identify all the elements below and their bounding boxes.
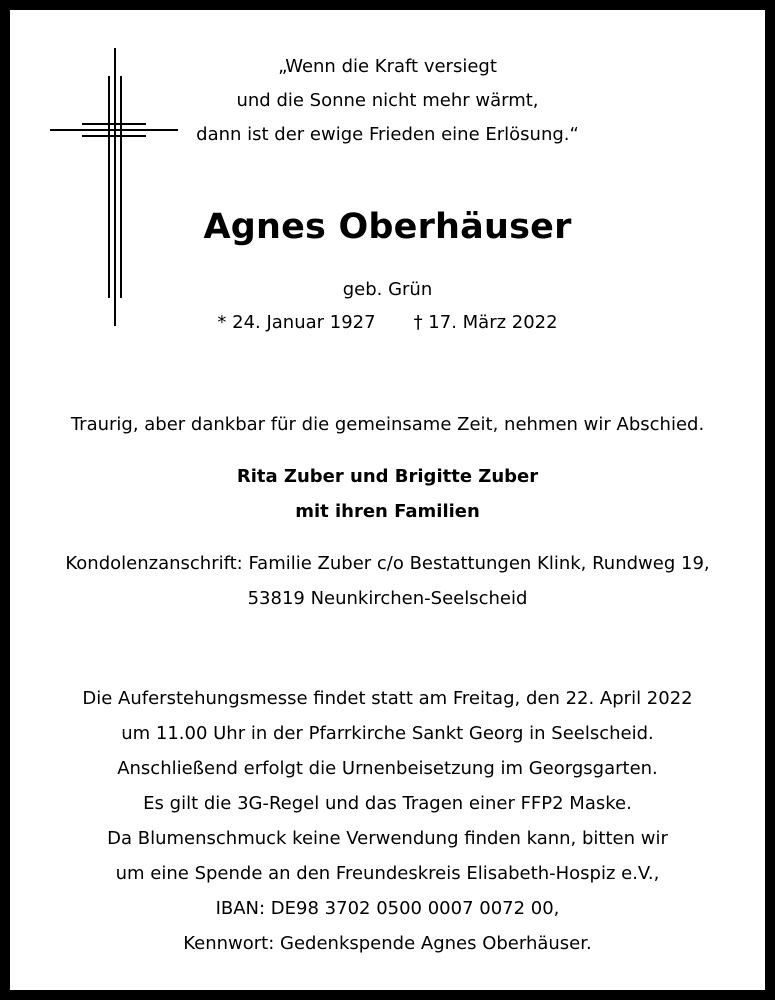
quote-line-3: dann ist der ewige Frieden eine Erlösung.“	[196, 124, 579, 145]
mourners-line-2: mit ihren Familien	[295, 501, 480, 522]
service-line-2: um 11.00 Uhr in der Pfarrkirche Sankt Georg in Seelscheid.	[121, 723, 654, 744]
service-line-1: Die Auferstehungsmesse findet statt am Freitag, den 22. April 2022	[82, 688, 693, 709]
farewell-text: Traurig, aber dankbar für die gemeinsame Zeit, nehmen wir Abschied.	[70, 414, 705, 435]
quote-line-1: „Wenn die Kraft versiegt	[278, 56, 497, 77]
maiden-name: geb. Grün	[342, 279, 433, 300]
birth-date: * 24. Januar 1927	[217, 312, 376, 333]
service-line-7: IBAN: DE98 3702 0500 0007 0072 00,	[215, 898, 560, 919]
quote-line-2: und die Sonne nicht mehr wärmt,	[236, 90, 539, 111]
service-line-5: Da Blumenschmuck keine Verwendung finden kann, bitten wir	[107, 828, 668, 849]
service-line-8: Kennwort: Gedenkspende Agnes Oberhäuser.	[183, 933, 592, 954]
condolence-address-line-2: 53819 Neunkirchen-Seelscheid	[247, 588, 528, 609]
condolence-address-line-1: Kondolenzanschrift: Familie Zuber c/o Bestattungen Klink, Rundweg 19,	[65, 553, 710, 574]
deceased-name: Agnes Oberhäuser	[203, 207, 572, 247]
life-dates	[0, 312, 775, 333]
death-date: † 17. März 2022	[413, 312, 558, 333]
service-line-4: Es gilt die 3G-Regel und das Tragen einer FFP2 Maske.	[143, 793, 632, 814]
service-line-3: Anschließend erfolgt die Urnenbeisetzung im Georgsgarten.	[117, 758, 658, 779]
service-line-6: um eine Spende an den Freundeskreis Elisabeth-Hospiz e.V.,	[115, 863, 660, 884]
mourners-line-1: Rita Zuber und Brigitte Zuber	[236, 466, 539, 487]
